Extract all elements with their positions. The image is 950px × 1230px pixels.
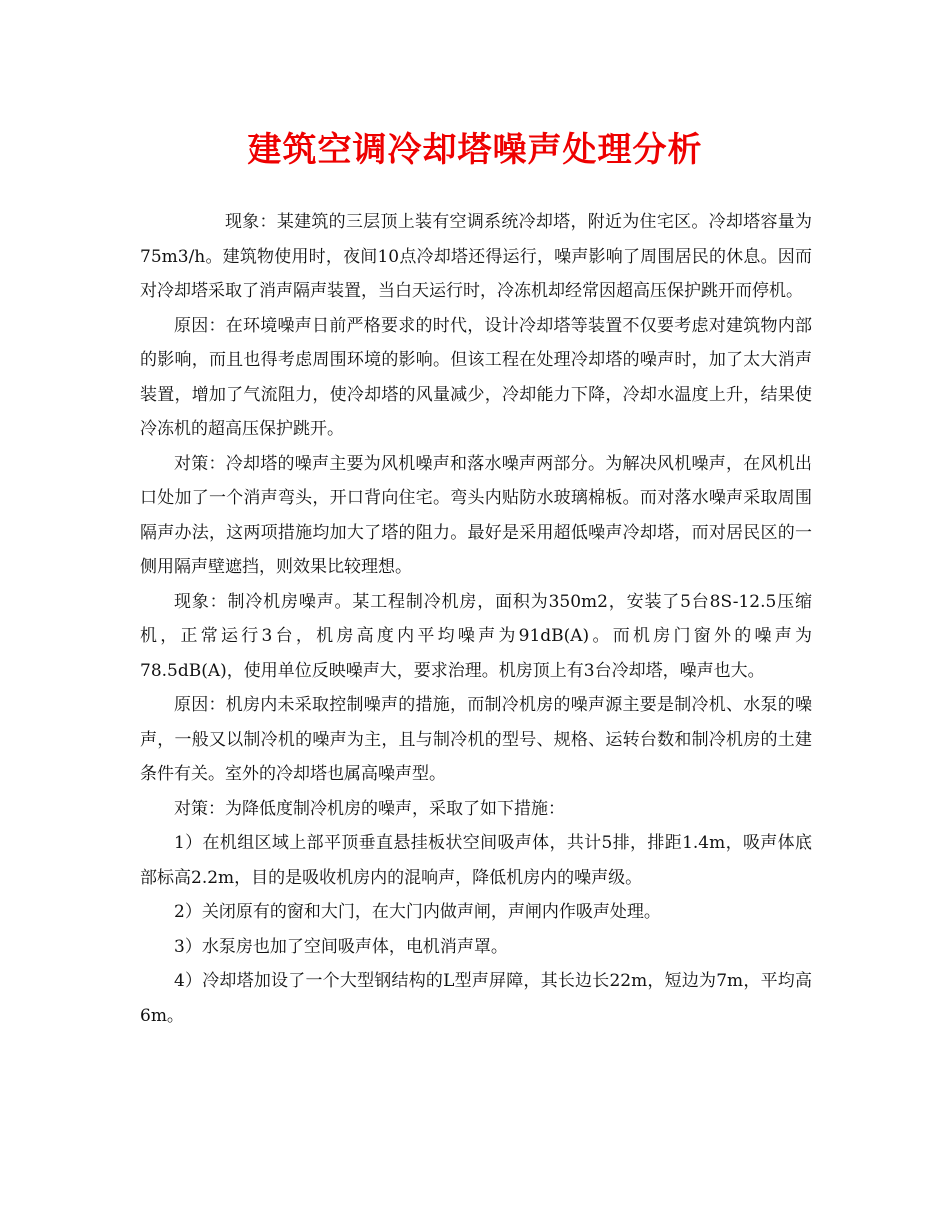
document-body	[140, 205, 812, 1033]
paragraph-countermeasure-1: 对策：冷却塔的噪声主要为风机噪声和落水噪声两部分。为解决风机噪声，在风机出口处加了一个消声弯头，开口背向住宅。弯头内贴防水玻璃棉板。而对落水噪声采取周围隔声办法，这两项措施均加大了塔的阻力。最好是采用超低噪声冷却塔，而对居民区的一侧用隔声壁遮挡，则效果比较理想。	[140, 453, 812, 577]
list-item-measure-2: 2）关闭原有的窗和大门，在大门内做声闸，声闸内作吸声处理。	[174, 902, 661, 922]
paragraph-phenomenon-1: 现象：某建筑的三层顶上装有空调系统冷却塔，附近为住宅区。冷却塔容量为75m3/h。建筑物使用时，夜间10点冷却塔还得运行，噪声影响了周围居民的休息。因而对冷却塔采取了消声隔声装置，当白天运行时，冷冻机却经常因超高压保护跳开而停机。	[140, 212, 812, 301]
list-item-measure-3: 3）水泵房也加了空间吸声体，电机消声罩。	[174, 936, 508, 957]
paragraph-phenomenon-2: 现象：制冷机房噪声。某工程制冷机房，面积为350m2，安装了5台8S-12.5压缩机，正常运行3台，机房高度内平均噪声为91dB(A)。而机房门窗外的噪声为78.5dB(A)，使用单位反映噪声大，要求治理。机房顶上有3台冷却塔，噪声也大。	[140, 591, 812, 681]
paragraph-cause-2: 原因：机房内未采取控制噪声的措施，而制冷机房的噪声源主要是制冷机、水泵的噪声，一般又以制冷机的噪声为主，且与制冷机的型号、规格、运转台数和制冷机房的土建条件有关。室外的冷却塔也属高噪声型。	[140, 695, 812, 784]
list-item-measure-1: 1）在机组区域上部平顶垂直悬挂板状空间吸声体，共计5排，排距1.4m，吸声体底部标高2.2m，目的是吸收机房内的混响声，降低机房内的噪声级。	[140, 833, 812, 888]
paragraph-countermeasure-2: 对策：为降低度制冷机房的噪声，采取了如下措施：	[174, 798, 565, 819]
page-title: 建筑空调冷却塔噪声处理分析	[247, 130, 703, 170]
list-item-measure-4: 4）冷却塔加设了一个大型钢结构的L型声屏障，其长边长22m，短边为7m，平均高6m。	[140, 971, 812, 1026]
paragraph-cause-1: 原因：在环境噪声日前严格要求的时代，设计冷却塔等装置不仅要考虑对建筑物内部的影响，而且也得考虑周围环境的影响。但该工程在处理冷却塔的噪声时，加了太大消声装置，增加了气流阻力，使冷却塔的风量减少，冷却能力下降，冷却水温度上升，结果使冷冻机的超高压保护跳开。	[140, 315, 812, 439]
